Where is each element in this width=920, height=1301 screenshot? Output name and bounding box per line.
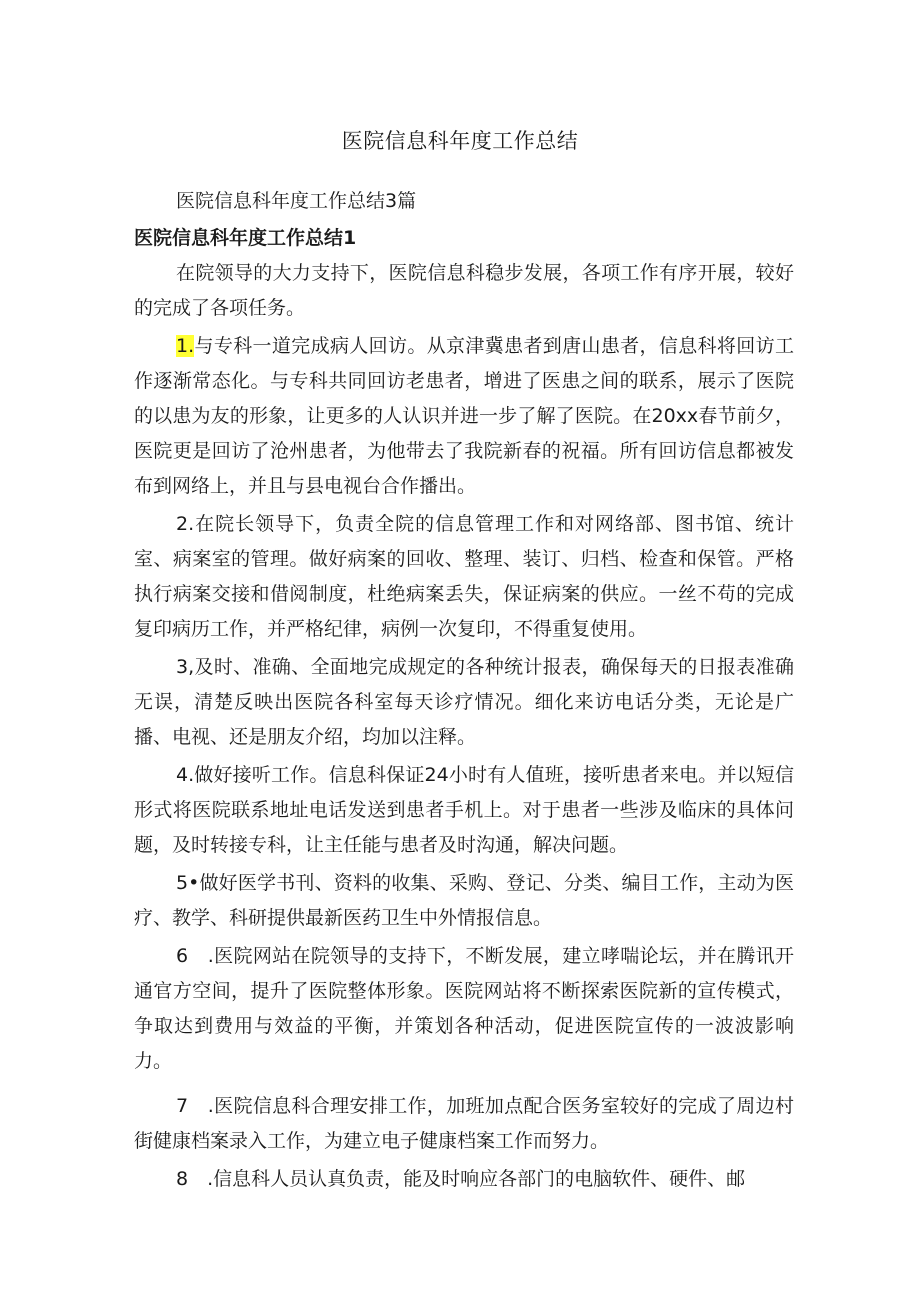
highlighted-item-number: 1.	[176, 335, 195, 357]
paragraph-item-1-text: 与专科一道完成病人回访。从京津冀患者到唐山患者，信息科将回访工作逐渐常态化。与专科共同回访老患者，增进了医患之间的联系，展示了医院的以患为友的形象，让更多的人认识并进一步了解了医院。在20xx春节前夕，医院更是回访了沧州患者，为他带去了我院新春的祝福。所有回访信息都被发布到网络上，并且与县电视台合作播出。	[134, 335, 794, 497]
paragraph-item-8: 8 .信息科人员认真负责，能及时响应各部门的电脑软件、硬件、邮	[176, 1168, 746, 1190]
paragraph-item-5: 5•做好医学书刊、资料的收集、采购、登记、分类、编目工作，主动为医疗、教学、科研提供最新医药卫生中外情报信息。	[134, 872, 794, 929]
paragraph-intro: 在院领导的大力支持下，医院信息科稳步发展，各项工作有序开展，较好的完成了各项任务。	[134, 262, 794, 319]
document-subtitle: 医院信息科年度工作总结3篇	[176, 190, 417, 212]
paragraph-item-6: 6 .医院网站在院领导的支持下，不断发展，建立哮喘论坛，并在腾讯开通官方空间，提升了医院整体形象。医院网站将不断探索医院新的宣传模式，争取达到费用与效益的平衡，并策划各种活动，促进医院宣传的一波波影响力。	[134, 945, 794, 1072]
paragraph-item-7: 7 .医院信息科合理安排工作，加班加点配合医务室较好的完成了周边村街健康档案录入工作，为建立电子健康档案工作而努力。	[134, 1095, 794, 1152]
paragraph-item-2: 2.在院长领导下，负责全院的信息管理工作和对网络部、图书馆、统计室、病案室的管理。做好病案的回收、整理、装订、归档、检查和保管。严格执行病案交接和借阅制度，杜绝病案丢失，保证病案的供应。一丝不苟的完成复印病历工作，并严格纪律，病例一次复印，不得重复使用。	[134, 513, 794, 640]
document-body	[134, 256, 794, 1200]
document-title: 医院信息科年度工作总结	[341, 129, 579, 153]
paragraph-item-3: 3,及时、准确、全面地完成规定的各种统计报表，确保每天的日报表准确无误，清楚反映出医院各科室每天诊疗情况。细化来访电话分类，无论是广播、电视、还是朋友介绍，均加以注释。	[134, 656, 794, 748]
paragraph-item-4: 4.做好接听工作。信息科保证24小时有人值班，接听患者来电。并以短信形式将医院联系地址电话发送到患者手机上。对于患者一些涉及临床的具体问题，及时转接专科，让主任能与患者及时沟通，解决问题。	[134, 764, 794, 856]
section-heading: 医院信息科年度工作总结1	[134, 227, 357, 249]
paragraph-item-1	[134, 329, 794, 504]
